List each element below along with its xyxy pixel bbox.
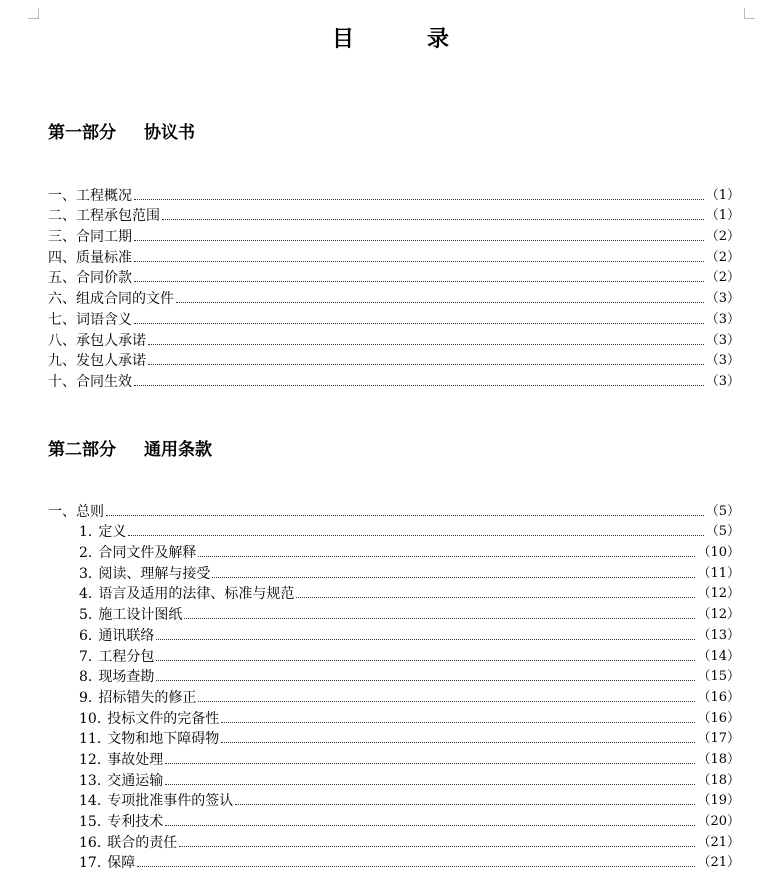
toc-entry-text: 招标错失的修正 — [98, 689, 197, 706]
toc-entry-page: （11） — [697, 565, 740, 581]
toc-leader-dots — [128, 535, 703, 536]
toc-entry-label — [48, 751, 163, 769]
part2-title: 第二部分 — [48, 440, 116, 460]
toc-entry-number: 15. — [79, 814, 102, 830]
toc-leader-dots — [235, 804, 695, 805]
toc-leader-dots — [106, 515, 704, 516]
toc-entry-page: （2） — [705, 229, 740, 245]
toc-entry-text: 文物和地下障碍物 — [107, 731, 220, 748]
toc-entry-page: （3） — [705, 311, 740, 327]
toc-entry-number: 1. — [79, 524, 93, 541]
part2-toc — [48, 500, 740, 872]
toc-entry-label — [48, 565, 210, 583]
toc-entry-text: 专利技术 — [107, 814, 164, 830]
toc-leader-dots — [134, 323, 704, 324]
toc-leader-dots — [134, 281, 704, 282]
part1-toc — [48, 184, 740, 391]
toc-entry-label: 四、质量标准 — [48, 249, 132, 266]
toc-entry[interactable] — [48, 287, 740, 308]
toc-entry-page: （10） — [697, 545, 740, 561]
toc-leader-dots — [212, 577, 695, 578]
toc-entry[interactable] — [48, 790, 740, 811]
toc-leader-dots — [156, 680, 695, 681]
toc-entry-number: 9. — [79, 689, 93, 706]
toc-entry-text: 交通运输 — [107, 772, 164, 789]
toc-entry-label: 三、合同工期 — [48, 229, 132, 246]
toc-entry-page: （12） — [697, 607, 740, 623]
toc-entry-page: （14） — [697, 648, 740, 664]
toc-entry-number: 2. — [79, 545, 93, 562]
toc-entry[interactable] — [48, 810, 740, 831]
toc-entry[interactable] — [48, 205, 740, 226]
toc-entry-label: 九、发包人承诺 — [48, 353, 146, 370]
toc-entry-number: 8. — [79, 669, 93, 686]
part1-heading — [48, 118, 195, 143]
toc-entry-label: 二、工程承包范围 — [48, 208, 160, 225]
toc-entry[interactable] — [48, 852, 740, 873]
toc-entry-number: 5. — [79, 607, 93, 624]
toc-leader-dots — [221, 742, 695, 743]
toc-entry-label — [48, 772, 163, 790]
toc-entry[interactable] — [48, 521, 740, 542]
toc-leader-dots — [156, 660, 695, 661]
toc-entry-page: （18） — [697, 772, 740, 788]
toc-entry-page: （3） — [705, 373, 740, 389]
toc-entry[interactable] — [48, 541, 740, 562]
toc-entry-page: （21） — [697, 855, 740, 871]
title-char-2: 录 — [427, 26, 451, 52]
toc-entry-label: 十、合同生效 — [48, 373, 132, 390]
toc-entry-page: （17） — [697, 731, 740, 747]
toc-entry-text: 工程分包 — [98, 648, 155, 665]
toc-leader-dots — [184, 618, 695, 619]
toc-entry[interactable] — [48, 350, 740, 371]
toc-entry-page: （19） — [697, 793, 740, 809]
toc-entry[interactable] — [48, 184, 740, 205]
toc-leader-dots — [296, 597, 695, 598]
toc-entry-page: （16） — [697, 710, 740, 726]
toc-entry-text: 保障 — [107, 855, 136, 872]
toc-entry-label: 一、工程概况 — [48, 187, 132, 204]
toc-entry-label — [48, 668, 154, 686]
toc-entry-label — [48, 544, 196, 562]
toc-entry[interactable] — [48, 308, 740, 329]
document-title — [0, 22, 782, 53]
toc-entry-number: 14. — [79, 793, 102, 810]
toc-entry[interactable] — [48, 267, 740, 288]
toc-entry-page: （3） — [705, 291, 740, 307]
toc-entry-label: 五、合同价款 — [48, 270, 132, 287]
toc-leader-dots — [156, 639, 695, 640]
toc-entry[interactable] — [48, 624, 740, 645]
toc-entry-number: 3. — [79, 565, 93, 582]
toc-entry-label — [48, 689, 196, 707]
toc-entry-text: 专项批准事件的签认 — [107, 793, 234, 810]
toc-leader-dots — [137, 866, 695, 867]
toc-entry[interactable] — [48, 225, 740, 246]
toc-leader-dots — [176, 302, 704, 303]
toc-entry[interactable] — [48, 645, 740, 666]
toc-entry[interactable] — [48, 370, 740, 391]
toc-leader-dots — [148, 344, 704, 345]
toc-entry-label — [48, 792, 233, 810]
toc-entry-page: （12） — [697, 586, 740, 602]
toc-entry-page: （15） — [697, 669, 740, 685]
toc-entry[interactable] — [48, 603, 740, 624]
toc-leader-dots — [165, 784, 695, 785]
toc-entry-label — [48, 813, 163, 831]
toc-entry[interactable] — [48, 500, 740, 521]
toc-entry[interactable] — [48, 769, 740, 790]
toc-entry-page: （5） — [705, 524, 740, 540]
part2-heading — [48, 435, 212, 460]
toc-leader-dots — [198, 701, 695, 702]
toc-leader-dots — [148, 364, 704, 365]
toc-entry-number: 17. — [79, 855, 102, 872]
toc-entry-label: 八、承包人承诺 — [48, 332, 146, 349]
page-corner-mark-right — [744, 8, 755, 19]
toc-entry[interactable] — [48, 329, 740, 350]
toc-entry[interactable] — [48, 686, 740, 707]
toc-entry-page: （21） — [697, 834, 740, 850]
toc-entry[interactable] — [48, 246, 740, 267]
toc-entry-page: （2） — [705, 270, 740, 286]
toc-entry-label — [48, 710, 219, 728]
toc-leader-dots — [134, 261, 704, 262]
toc-entry-number: 12. — [79, 751, 102, 768]
toc-entry-text: 联合的责任 — [107, 834, 178, 851]
toc-entry[interactable] — [48, 707, 740, 728]
toc-entry-page: （16） — [697, 689, 740, 705]
toc-entry-page: （5） — [705, 503, 740, 519]
toc-entry[interactable] — [48, 748, 740, 769]
toc-entry-page: （1） — [705, 208, 740, 224]
toc-entry-text: 合同文件及解释 — [98, 545, 197, 562]
toc-entry-label — [48, 730, 219, 748]
toc-entry-text: 现场查勘 — [98, 669, 155, 686]
toc-leader-dots — [165, 825, 695, 826]
toc-entry[interactable] — [48, 666, 740, 687]
toc-entry-number: 16. — [79, 834, 102, 851]
toc-entry-number: 13. — [79, 772, 102, 789]
toc-entry[interactable] — [48, 831, 740, 852]
toc-leader-dots — [134, 385, 704, 386]
toc-entry-label — [48, 627, 154, 645]
toc-entry-label — [48, 523, 126, 541]
toc-entry-page: （3） — [705, 332, 740, 348]
page-corner-mark-left — [28, 8, 39, 19]
toc-entry-number: 10. — [79, 710, 102, 727]
toc-entry-label: 一、总则 — [48, 503, 104, 520]
toc-entry-text: 施工设计图纸 — [98, 607, 183, 624]
toc-entry[interactable] — [48, 728, 740, 749]
toc-leader-dots — [221, 722, 695, 723]
toc-leader-dots — [165, 763, 695, 764]
toc-entry-page: （3） — [705, 353, 740, 369]
toc-leader-dots — [162, 219, 704, 220]
toc-entry-label — [48, 834, 177, 852]
toc-entry-number: 11. — [79, 731, 102, 748]
toc-entry-label — [48, 585, 294, 603]
part2-name: 通用条款 — [144, 440, 212, 460]
title-char-1: 目 — [331, 26, 355, 52]
toc-entry-label: 六、组成合同的文件 — [48, 291, 174, 308]
toc-entry-page: （20） — [697, 814, 740, 829]
toc-leader-dots — [134, 240, 704, 241]
toc-entry[interactable] — [48, 583, 740, 604]
toc-leader-dots — [179, 846, 695, 847]
toc-entry-number: 7. — [79, 648, 93, 665]
toc-entry[interactable] — [48, 562, 740, 583]
toc-entry-page: （2） — [705, 249, 740, 265]
toc-entry-text: 语言及适用的法律、标准与规范 — [98, 586, 295, 603]
toc-entry-label — [48, 606, 182, 624]
toc-entry-label — [48, 854, 135, 872]
part1-title: 第一部分 — [48, 123, 116, 143]
toc-entry-text: 通讯联络 — [98, 627, 155, 644]
toc-entry-label: 七、词语含义 — [48, 311, 132, 328]
toc-entry-number: 4. — [79, 586, 93, 603]
toc-entry-page: （1） — [705, 187, 740, 203]
toc-leader-dots — [198, 556, 695, 557]
toc-entry-text: 事故处理 — [107, 751, 164, 768]
toc-leader-dots — [134, 199, 704, 200]
toc-entry-text: 阅读、理解与接受 — [98, 565, 211, 582]
toc-entry-text: 投标文件的完备性 — [107, 710, 220, 727]
toc-entry-page: （18） — [697, 751, 740, 767]
toc-entry-page: （13） — [697, 627, 740, 643]
part1-name: 协议书 — [144, 123, 195, 143]
toc-entry-text: 定义 — [98, 524, 127, 541]
toc-entry-label — [48, 648, 154, 666]
toc-entry-number: 6. — [79, 627, 93, 644]
